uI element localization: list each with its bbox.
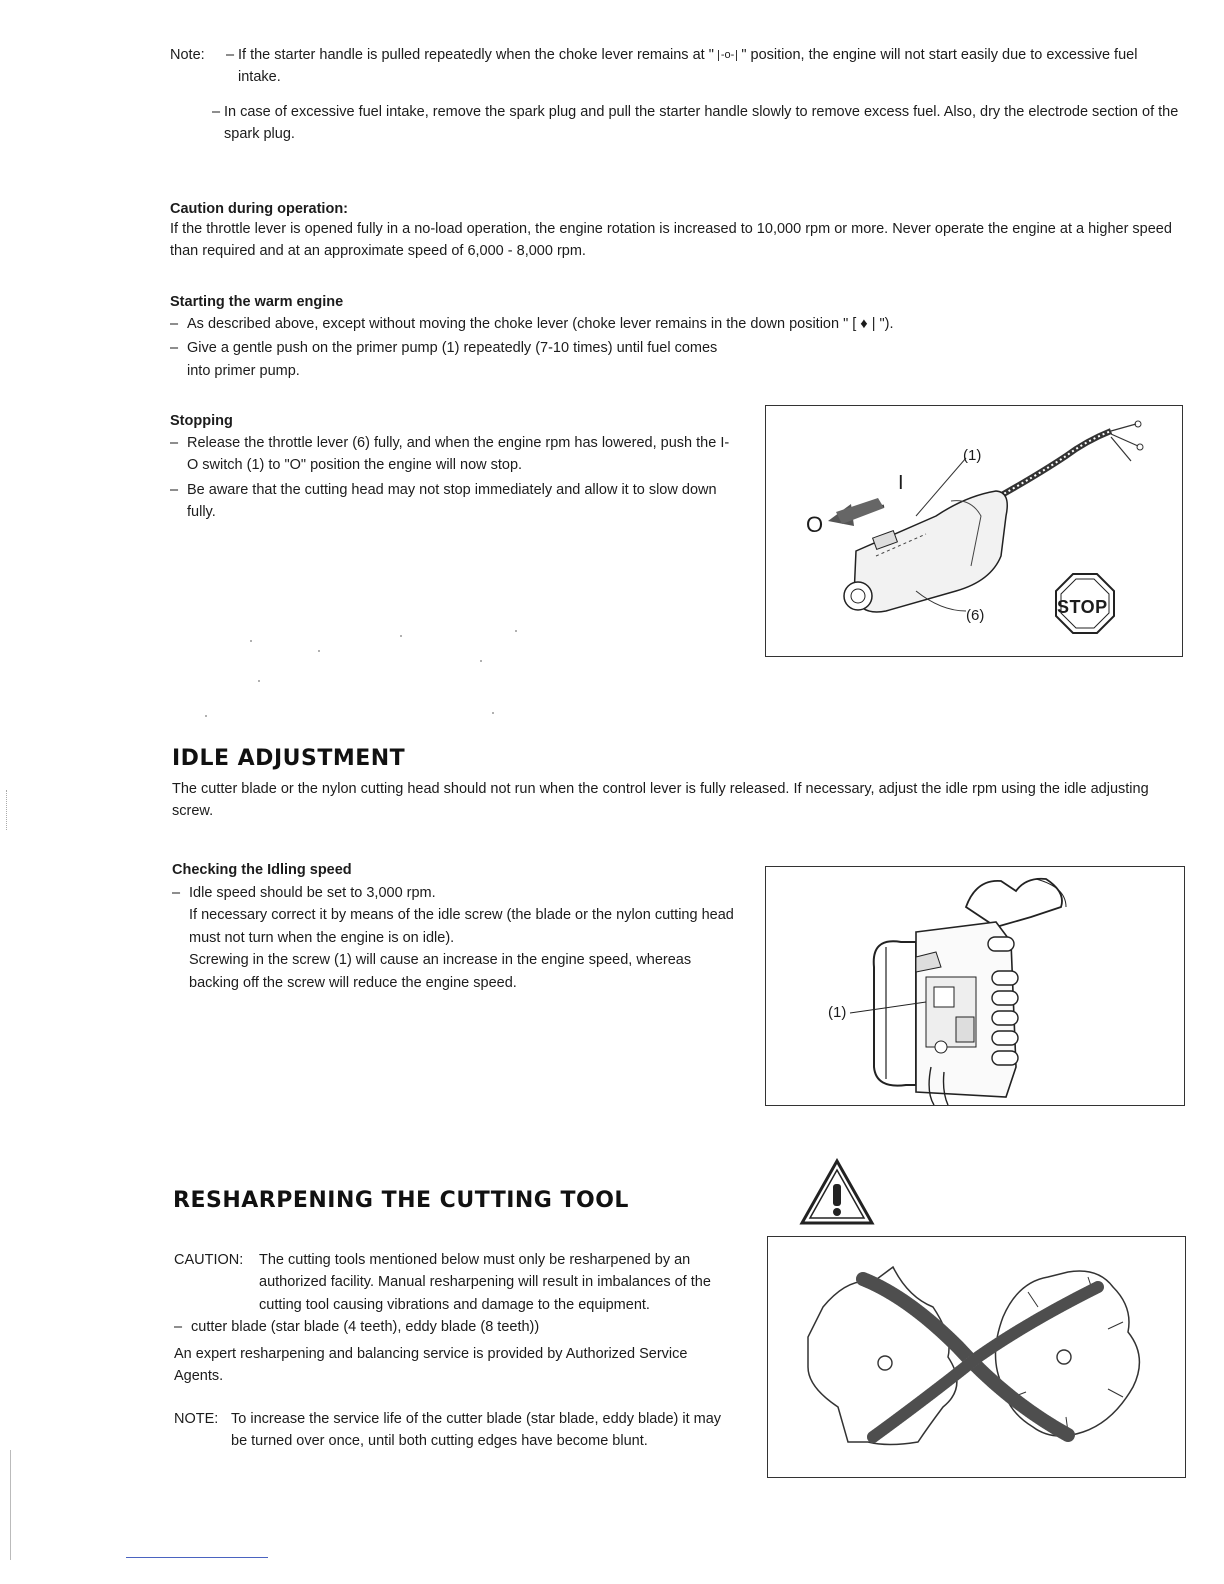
scan-margin-mark bbox=[6, 790, 7, 830]
idling-speed-heading: Checking the Idling speed bbox=[172, 862, 352, 878]
note-text-1-post: " position, the engine will not start easily due to excessive fuel intake. bbox=[238, 47, 1138, 86]
idling-line-3: Screwing in the screw (1) will cause an increase in the engine speed, whereas backing off the screw will reduce the engine speed. bbox=[189, 952, 692, 991]
figure-label-6: (6) bbox=[966, 607, 985, 624]
warm-engine-list bbox=[170, 313, 990, 382]
switch-O-label: O bbox=[806, 512, 824, 537]
carburetor-illustration bbox=[766, 867, 1184, 1105]
stopping-figure bbox=[765, 405, 1183, 657]
list-item: – Be aware that the cutting head may not stop immediately and allow it to slow down fully. bbox=[170, 479, 735, 524]
stopping-item-1: Release the throttle lever (6) fully, and when the engine rpm has lowered, push the I-O switch (1) to "O" position the engine will now stop. bbox=[187, 435, 730, 474]
caution-operation-text: If the throttle lever is opened fully in a no-load operation, the engine rotation is increased to 10,000 rpm or more. Never operate the engine at a higher speed than required and at an approximate speed of 6,000 - 8,000 rpm. bbox=[170, 221, 1172, 260]
warm-engine-item-2: Give a gentle push on the primer pump (1) repeatedly (7-10 times) until fuel comes into primer pump. bbox=[187, 340, 718, 379]
scan-margin-mark bbox=[10, 1450, 11, 1560]
list-item: – cutter blade (star blade (4 teeth), eddy blade (8 teeth)) bbox=[174, 1316, 736, 1338]
note-label: Note: bbox=[170, 47, 205, 63]
resharpen-note bbox=[174, 1408, 736, 1453]
idling-line-2: If necessary correct it by means of the idle screw (the blade or the nylon cutting head must not turn when the engine is on idle). bbox=[189, 907, 734, 946]
crossed-out-blades-illustration bbox=[768, 1237, 1185, 1477]
resharpen-title: RESHARPENING THE CUTTING TOOL bbox=[173, 1188, 629, 1213]
caution-label: CAUTION: bbox=[174, 1252, 244, 1268]
caution-text: The cutting tools mentioned below must only be resharpened by an authorized facility. Manual resharpening will result in imbalances of the cutting tool causing vibrations and damage to the equipment. bbox=[259, 1252, 711, 1313]
resharpen-note-label: NOTE: bbox=[174, 1410, 219, 1427]
resharpen-note-text: To increase the service life of the cutter blade (star blade, eddy blade) it may be turned over once, until both cutting edges have become blunt. bbox=[231, 1410, 722, 1450]
idle-intro: The cutter blade or the nylon cutting head should not run when the control lever is fully released. If necessary, adjust the idle rpm using the idle adjusting screw. bbox=[172, 781, 1149, 820]
stopping-item-2: Be aware that the cutting head may not stop immediately and allow it to slow down fully. bbox=[187, 481, 717, 521]
caution-operation-heading: Caution during operation: bbox=[170, 201, 349, 217]
note-dash: – bbox=[226, 47, 235, 63]
list-item: – As described above, except without moving the choke lever (choke lever remains in the down position " [ ♦ | "). bbox=[170, 313, 990, 335]
note-line-1 bbox=[170, 44, 1180, 89]
stopping-list bbox=[170, 432, 735, 524]
note-line-2 bbox=[170, 101, 1180, 146]
warm-engine-heading: Starting the warm engine bbox=[170, 294, 344, 310]
list-item: – Release the throttle lever (6) fully, and when the engine rpm has lowered, push the I-O switch (1) to "O" position the engine will now stop. bbox=[170, 432, 735, 477]
choke-symbol: -o- bbox=[718, 50, 737, 61]
idling-speed-list bbox=[172, 882, 737, 994]
note-text-1-pre: If the starter handle is pulled repeatedly when the choke lever remains at " bbox=[238, 47, 714, 63]
note-block bbox=[170, 44, 1180, 146]
list-item: – Idle speed should be set to 3,000 rpm. If necessary correct it by means of the idle screw (the blade or the nylon cutting head must not turn when the engine is on idle). Screwing in the screw (1) will cause an increase in the engine speed, whereas backing off the screw will reduce the engine speed. bbox=[172, 882, 737, 994]
resharpen-item: cutter blade (star blade (4 teeth), eddy blade (8 teeth)) bbox=[191, 1319, 540, 1336]
warm-engine-item-1: As described above, except without moving the choke lever (choke lever remains in the down position " [ ♦ | "). bbox=[187, 316, 894, 332]
idle-title: IDLE ADJUSTMENT bbox=[172, 746, 406, 771]
warning-icon bbox=[799, 1158, 875, 1226]
note-text-2: In case of excessive fuel intake, remove the spark plug and pull the starter handle slowly to remove excess fuel. Also, dry the electrode section of the spark plug. bbox=[224, 103, 1179, 143]
resharpen-caution bbox=[174, 1249, 736, 1453]
footer-rule bbox=[126, 1557, 268, 1558]
list-item: – Give a gentle push on the primer pump (1) repeatedly (7-10 times) until fuel comes into primer pump. bbox=[170, 337, 730, 382]
idle-figure-label-1: (1) bbox=[828, 1004, 847, 1021]
figure-label-1: (1) bbox=[963, 447, 982, 464]
service-text: An expert resharpening and balancing service is provided by Authorized Service Agents. bbox=[174, 1345, 688, 1385]
stopping-heading: Stopping bbox=[170, 413, 233, 429]
idle-figure bbox=[765, 866, 1185, 1106]
note-dash: – bbox=[212, 103, 221, 120]
blade-figure bbox=[767, 1236, 1186, 1478]
idling-line-1: Idle speed should be set to 3,000 rpm. bbox=[189, 885, 436, 901]
switch-I-label: I bbox=[898, 472, 904, 494]
stop-sign-text: STOP bbox=[1057, 597, 1108, 617]
